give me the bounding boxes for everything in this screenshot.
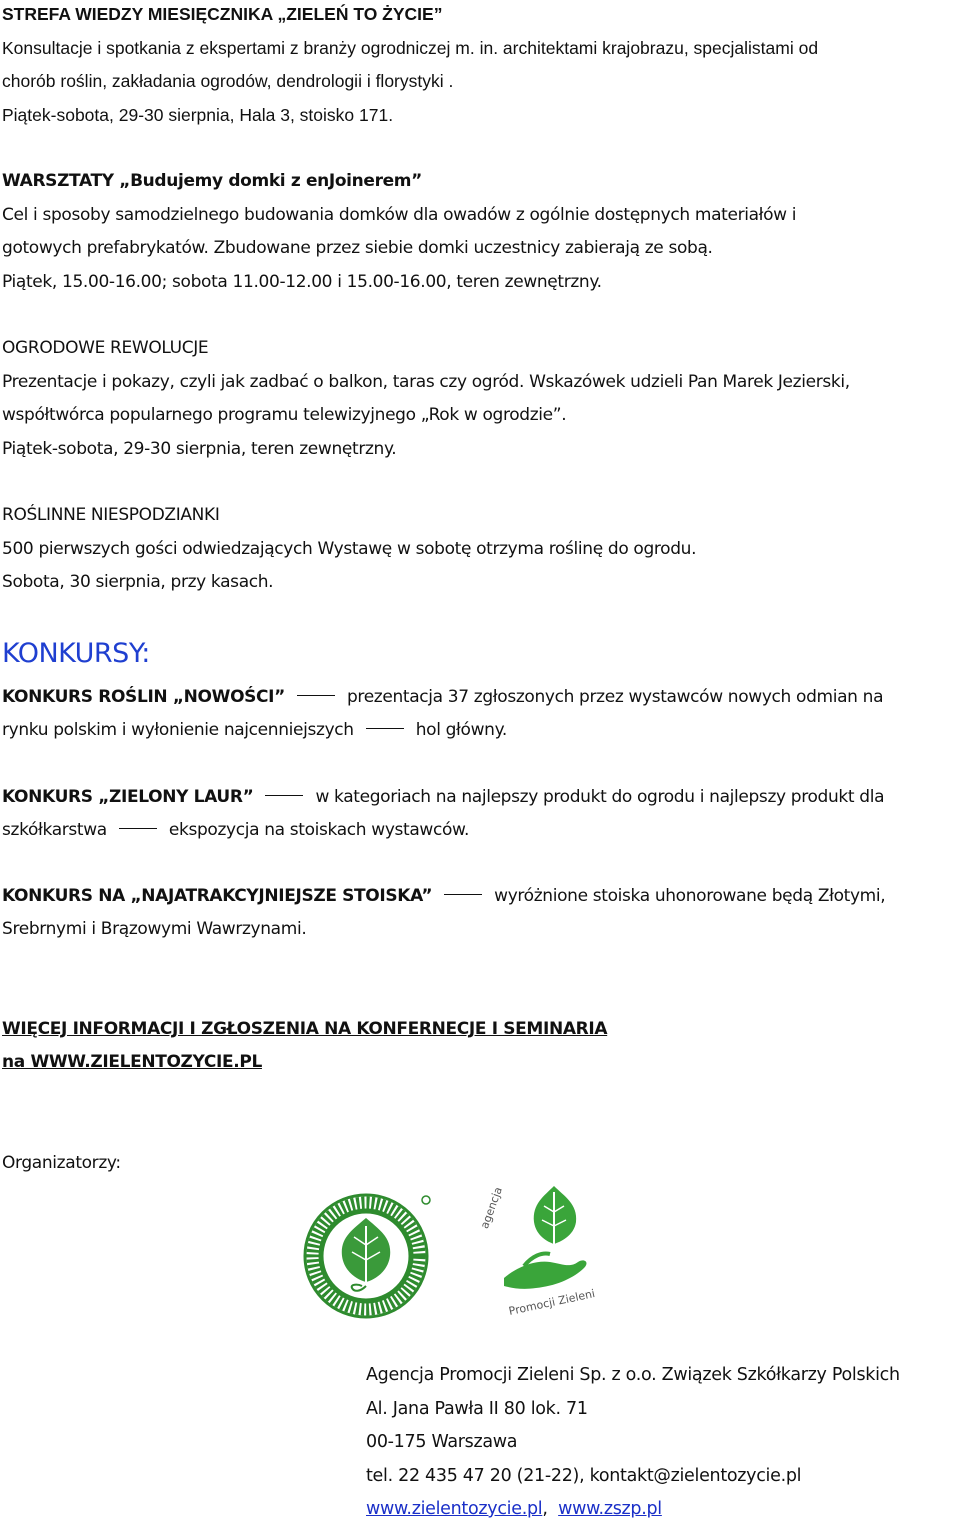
strefa-wiedzy-line-3: Piątek-sobota, 29-30 sierpnia, Hala 3, stoisko 171. bbox=[2, 105, 394, 125]
strefa-wiedzy-line-1: Konsultacje i spotkania z ekspertami z branży ogrodniczej m. in. architektami krajobrazu, specjalistami od bbox=[2, 38, 819, 58]
zwiazek-szkolkarzy-polskich-logo bbox=[302, 1190, 434, 1320]
agencja-promocji-zieleni-logo bbox=[478, 1182, 604, 1320]
konkurs-stoiska-line-2: Srebrnymi i Brązowymi Wawrzynami. bbox=[2, 919, 307, 939]
konkurs-stoiska-title: KONKURS NA „NAJATRAKCYJNIEJSZE STOISKA” bbox=[2, 886, 433, 906]
footer-line-2: Al. Jana Pawła II 80 lok. 71 bbox=[366, 1399, 588, 1419]
roslinne-niespodzianki-line-1: 500 pierwszych gości odwiedzających Wystawę w sobotę otrzyma roślinę do ogrodu. bbox=[2, 539, 697, 559]
konkurs-stoiska-text-1: wyróżnione stoiska uhonorowane będą Złotymi, bbox=[494, 886, 886, 906]
konkurs-zielony-laur-text-1: w kategoriach na najlepszy produkt do ogrodu i najlepszy produkt dla bbox=[315, 787, 885, 807]
warsztaty-line-1: Cel i sposoby samodzielnego budowania domków dla owadów z ogólnie dostępnych materiałów i bbox=[2, 205, 797, 225]
em-dash bbox=[444, 894, 482, 895]
konkurs-zielony-laur-text-3: ekspozycja na stoiskach wystawców. bbox=[168, 820, 470, 840]
footer-line-4: tel. 22 435 47 20 (21-22), kontakt@zielentozycie.pl bbox=[366, 1466, 802, 1486]
konkurs-nowosci-line-2 bbox=[2, 718, 507, 742]
roslinne-niespodzianki-line-2: Sobota, 30 sierpnia, przy kasach. bbox=[2, 572, 274, 592]
organizers-label: Organizatorzy: bbox=[2, 1153, 121, 1173]
em-dash bbox=[366, 728, 404, 729]
link-zielentozycie[interactable]: www.zielentozycie.pl bbox=[366, 1499, 543, 1519]
warsztaty-line-2: gotowych prefabrykatów. Zbudowane przez siebie domki uczestnicy zabierają ze sobą. bbox=[2, 238, 713, 258]
konkursy-heading: KONKURSY: bbox=[2, 638, 150, 669]
more-info-line-2[interactable]: na WWW.ZIELENTOZYCIE.PL bbox=[2, 1052, 262, 1072]
warsztaty-title: WARSZTATY „Budujemy domki z enJoinerem” bbox=[2, 171, 422, 191]
ogrodowe-rewolucje-line-1: Prezentacje i pokazy, czyli jak zadbać o balkon, taras czy ogród. Wskazówek udzieli Pan Marek Jezierski, bbox=[2, 372, 850, 392]
konkurs-nowosci-text-3: hol główny. bbox=[415, 720, 507, 740]
em-dash bbox=[265, 795, 303, 796]
link-separator: , bbox=[542, 1499, 548, 1519]
more-info-line-1: WIĘCEJ INFORMACJI I ZGŁOSZENIA NA KONFERNECJE I SEMINARIA bbox=[2, 1019, 608, 1039]
strefa-wiedzy-line-2: chorób roślin, zakładania ogrodów, dendrologii i florystyki . bbox=[2, 71, 454, 91]
roslinne-niespodzianki-title: ROŚLINNE NIESPODZIANKI bbox=[2, 505, 220, 525]
ogrodowe-rewolucje-line-3: Piątek-sobota, 29-30 sierpnia, teren zewnętrzny. bbox=[2, 439, 397, 459]
link-zszp[interactable]: www.zszp.pl bbox=[558, 1499, 662, 1519]
konkurs-nowosci-title: KONKURS ROŚLIN „NOWOŚCI” bbox=[2, 687, 285, 707]
em-dash bbox=[297, 695, 335, 696]
konkurs-zielony-laur-line-1 bbox=[2, 785, 884, 809]
footer-line-1: Agencja Promocji Zieleni Sp. z o.o. Związek Szkółkarzy Polskich bbox=[366, 1365, 900, 1385]
footer-line-3: 00-175 Warszawa bbox=[366, 1432, 518, 1452]
em-dash bbox=[119, 828, 157, 829]
agencja-logo-text-top: agencja bbox=[478, 1185, 506, 1231]
strefa-wiedzy-title: STREFA WIEDZY MIESIĘCZNIKA „ZIELEŃ TO ŻYCIE” bbox=[2, 4, 443, 24]
footer-links bbox=[366, 1497, 662, 1521]
warsztaty-line-3: Piątek, 15.00-16.00; sobota 11.00-12.00 i 15.00-16.00, teren zewnętrzny. bbox=[2, 272, 602, 292]
agencja-logo-text-bottom: Promocji Zieleni bbox=[507, 1287, 597, 1318]
konkurs-zielony-laur-title: KONKURS „ZIELONY LAUR” bbox=[2, 787, 254, 807]
ogrodowe-rewolucje-line-2: współtwórca popularnego programu telewizyjnego „Rok w ogrodzie”. bbox=[2, 405, 567, 425]
konkurs-nowosci-text-2: rynku polskim i wyłonienie najcenniejszych bbox=[2, 720, 354, 740]
konkurs-zielony-laur-text-2: szkółkarstwa bbox=[2, 820, 107, 840]
konkurs-stoiska-line-1 bbox=[2, 884, 885, 908]
leaf-seal-icon bbox=[302, 1190, 434, 1320]
ogrodowe-rewolucje-title: OGRODOWE REWOLUCJE bbox=[2, 338, 209, 358]
konkurs-nowosci-line-1 bbox=[2, 685, 883, 709]
konkurs-zielony-laur-line-2 bbox=[2, 818, 469, 842]
konkurs-nowosci-text-1: prezentacja 37 zgłoszonych przez wystawców nowych odmian na bbox=[346, 687, 884, 707]
